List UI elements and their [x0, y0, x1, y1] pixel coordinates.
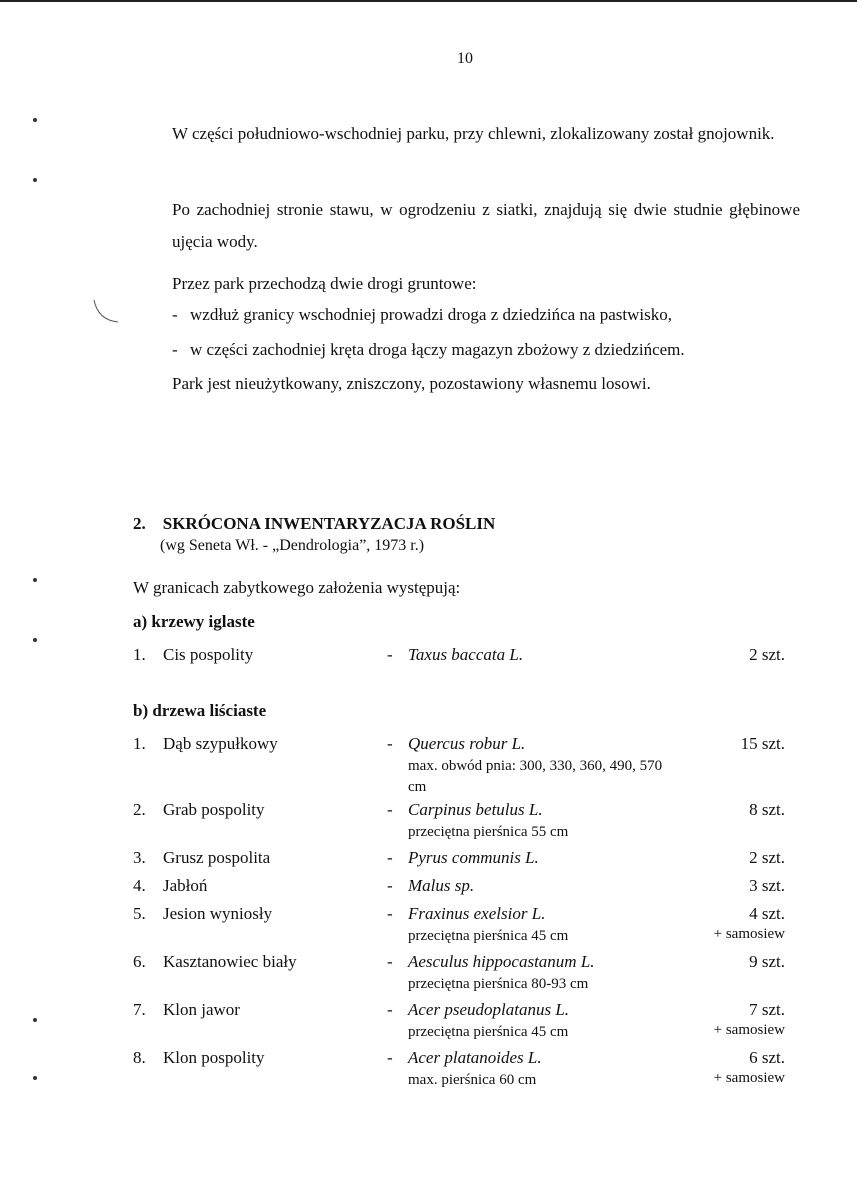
- road-item: - w części zachodniej kręta droga łączy magazyn zbożowy z dziedzińcem.: [172, 340, 685, 359]
- section-subtitle: (wg Seneta Wł. - „Dendrologia”, 1973 r.): [160, 537, 425, 554]
- scan-dot: [33, 638, 37, 642]
- paragraph-3: Przez park przechodzą dwie drogi gruntowe:: [172, 274, 477, 293]
- closing-paragraph: Park jest nieużytkowany, zniszczony, pozostawiony własnemu losowi.: [172, 374, 651, 393]
- road-item: - wzdłuż granicy wschodniej prowadzi droga z dziedzińca na pastwisko,: [172, 305, 672, 324]
- scan-dot: [33, 118, 37, 122]
- section-intro: W granicach zabytkowego założenia występują:: [133, 578, 461, 597]
- scan-dot: [33, 178, 37, 182]
- pencil-mark-icon: [92, 298, 120, 324]
- scan-dot: [33, 1018, 37, 1022]
- page-number: 10: [457, 50, 473, 67]
- section-heading: 2. SKRÓCONA INWENTARYZACJA ROŚLIN: [133, 514, 496, 533]
- category-b-label: b) drzewa liściaste: [133, 701, 267, 720]
- page-top-edge: [0, 0, 857, 2]
- paragraph-1: W części południowo-wschodniej parku, przy chlewni, zlokalizowany został gnojownik.: [172, 124, 775, 143]
- scan-dot: [33, 578, 37, 582]
- category-a-label: a) krzewy iglaste: [133, 612, 255, 631]
- scan-dot: [33, 1076, 37, 1080]
- paragraph-2: Po zachodniej stronie stawu, w ogrodzeniu z siatki, znajdują się dwie studnie głębinowe ujęcia wody.: [172, 200, 800, 251]
